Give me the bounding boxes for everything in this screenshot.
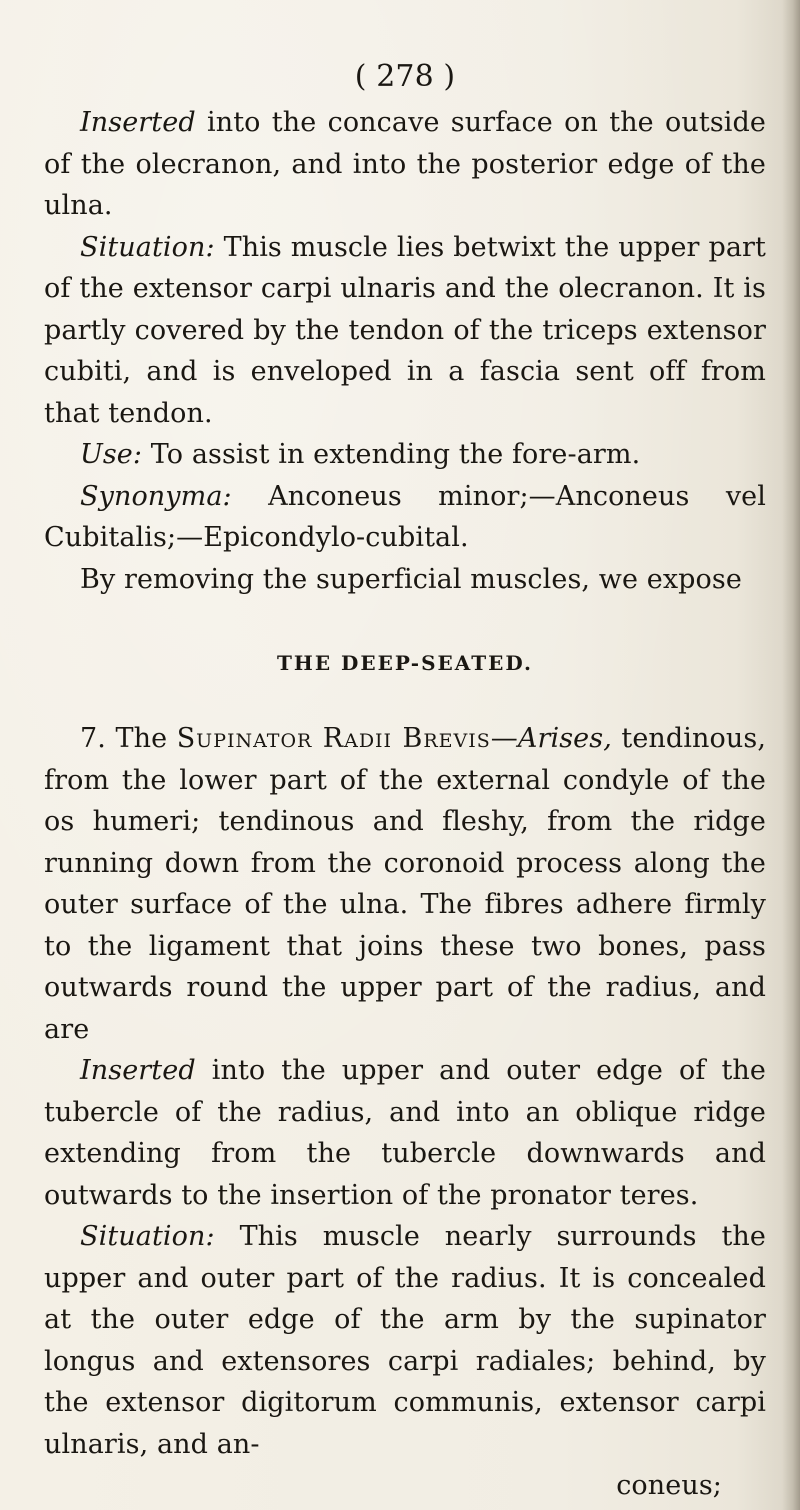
muscle-7-number: 7. [80,723,106,754]
use-text: To assist in extending the fore-arm. [142,439,641,470]
muscle-7-the: The [105,723,177,754]
situation-paragraph-b [44,1216,766,1465]
use-label: Use: [80,439,143,470]
situation-paragraph-a [44,227,766,435]
arises-label: Arises, [517,723,612,754]
synonyma-label: Synonyma: [80,480,232,512]
insertion-paragraph-b [44,1050,766,1216]
situation-label-a: Situation: [80,231,215,263]
situation-text-b: This muscle nearly surrounds the upper and outer part of the radius. It is concealed at the outer edge of the arm by the supinator longus and extensores carpi radiales; behind, by the extensor digitorum communis, extensor carpi ulnaris, and an- [44,1221,766,1460]
page-edge-shadow [782,0,800,1510]
insertion-label-b: Inserted [80,1055,196,1086]
use-paragraph [44,434,766,476]
transition-paragraph: By removing the superficial muscles, we expose [80,563,742,595]
synonyma-paragraph [44,476,766,559]
insertion-text-a: into the concave surface on the outside of the olecranon, and into the posterior edge of the ulna. [44,107,766,221]
insertion-paragraph-a [44,102,766,227]
situation-text-a: This muscle lies betwixt the upper part of the extensor carpi ulnaris and the olecranon. It is partly covered by the tendon of the triceps extensor cubiti, and is enveloped in a fascia sent off from that tendon. [44,231,766,429]
situation-label-b: Situation: [80,1221,215,1252]
insertion-label-a: Inserted [80,107,196,138]
section-heading: THE DEEP-SEATED. [277,651,533,675]
muscle-7-dash: — [490,723,518,754]
synonyma-text: Anconeus minor;—Anconeus vel Cubitalis;—Epicondylo-cubital. [44,480,766,553]
muscle-7-text: tendinous, from the lower part of the external condyle of the os humeri; tendinous and fleshy, from the ridge running down from the coronoid process along the outer surface of the ulna. The fibres adhere firmly to the ligament that joins these two bones, pass outwards round the upper part of the radius, and are [44,723,767,1045]
catchword: coneus; [616,1470,722,1501]
muscle-7-paragraph [44,718,766,1050]
page-number: ( 278 ) [354,59,456,94]
page-text [44,58,766,1507]
insertion-text-b: into the upper and outer edge of the tubercle of the radius, and into an oblique ridge extending from the tubercle downwards and outwards to the insertion of the pronator teres. [44,1055,766,1211]
muscle-7-name: Supinator Radii Brevis [176,723,491,754]
